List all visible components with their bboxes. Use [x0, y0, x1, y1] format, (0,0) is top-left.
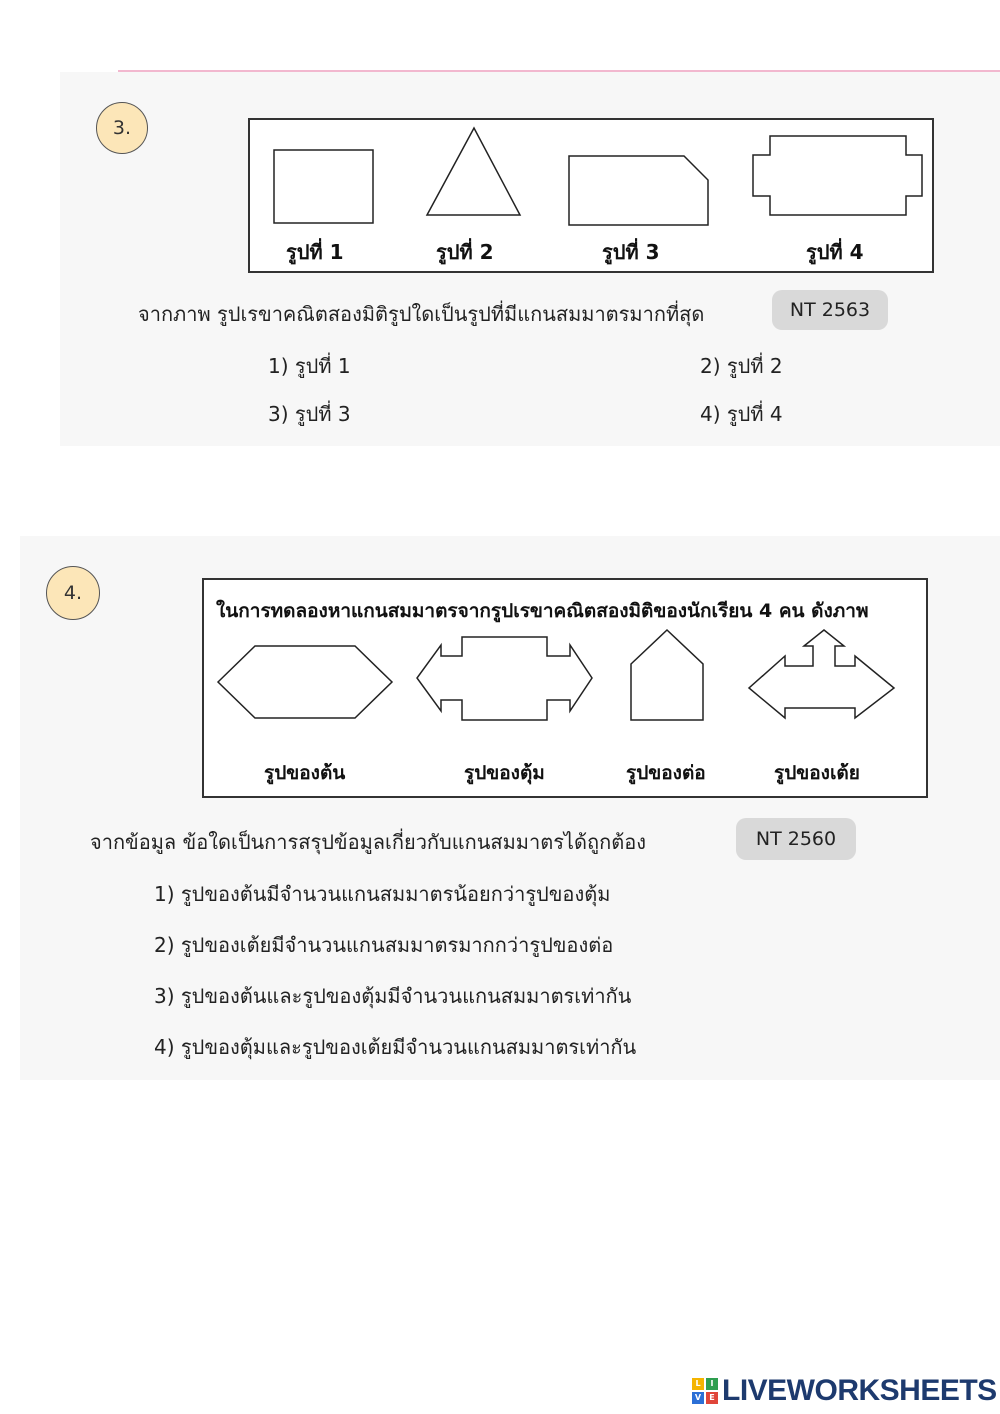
brand-mark-e: E	[706, 1392, 718, 1404]
question-3-text: จากภาพ รูปเรขาคณิตสองมิติรูปใดเป็นรูปที่มีแกนสมมาตรมากที่สุด	[138, 302, 705, 326]
question-3-choice-4[interactable]: 4) รูปที่ 4	[700, 402, 783, 426]
question-4-badge: NT 2560	[736, 818, 856, 860]
figure-label-tor: รูปของต่อ	[626, 762, 706, 784]
question-3-figure-box	[248, 118, 934, 273]
brand-mark-icon	[692, 1378, 718, 1404]
question-4-choice-2[interactable]: 2) รูปของเต้ยมีจำนวนแกนสมมาตรมากกว่ารูปของต่อ	[154, 933, 614, 957]
figure-label-4: รูปที่ 4	[806, 240, 864, 264]
shape-three-way-arrow	[749, 630, 894, 718]
shape-rectangle	[274, 150, 373, 223]
question-3-choice-3[interactable]: 3) รูปที่ 3	[268, 402, 351, 426]
liveworksheets-logo	[692, 1374, 997, 1408]
shape-double-arrow-cross	[417, 637, 592, 720]
shape-cut-corner-rectangle	[569, 156, 708, 225]
question-4-number: 4.	[46, 566, 100, 620]
question-4-text: จากข้อมูล ข้อใดเป็นการสรุปข้อมูลเกี่ยวกับแกนสมมาตรได้ถูกต้อง	[90, 830, 646, 854]
shape-triangle	[427, 128, 520, 215]
figure-label-1: รูปที่ 1	[286, 240, 344, 264]
shape-notched-rectangle	[753, 136, 922, 215]
question-4-choice-3[interactable]: 3) รูปของต้นและรูปของตุ้มมีจำนวนแกนสมมาตรเท่ากัน	[154, 984, 632, 1008]
question-4-figure-box	[202, 578, 928, 798]
question-4-choice-1[interactable]: 1) รูปของต้นมีจำนวนแกนสมมาตรน้อยกว่ารูปของตุ้ม	[154, 882, 611, 906]
figure-label-2: รูปที่ 2	[436, 240, 494, 264]
figure-label-toey: รูปของเต้ย	[774, 762, 860, 784]
figure-label-3: รูปที่ 3	[602, 240, 660, 264]
question-4-choice-4[interactable]: 4) รูปของตุ้มและรูปของเต้ยมีจำนวนแกนสมมาตรเท่ากัน	[154, 1035, 637, 1059]
brand-name: LIVEWORKSHEETS	[722, 1374, 997, 1407]
figure-label-ton: รูปของต้น	[264, 762, 346, 784]
figure-label-tum: รูปของตุ้ม	[464, 762, 545, 784]
brand-mark-v: V	[692, 1392, 704, 1404]
question-4-box-text: ในการทดลองหาแกนสมมาตรจากรูปเรขาคณิตสองมิติของนักเรียน 4 คน ดังภาพ	[216, 600, 869, 622]
question-3-choice-2[interactable]: 2) รูปที่ 2	[700, 354, 783, 378]
shape-hexagon	[218, 646, 392, 718]
question-3-choice-1[interactable]: 1) รูปที่ 1	[268, 354, 351, 378]
brand-mark-l: L	[692, 1378, 704, 1390]
shape-house-pentagon	[631, 630, 703, 720]
question-3-badge: NT 2563	[772, 290, 888, 330]
question-3-number: 3.	[96, 102, 148, 154]
brand-mark-i: I	[706, 1378, 718, 1390]
